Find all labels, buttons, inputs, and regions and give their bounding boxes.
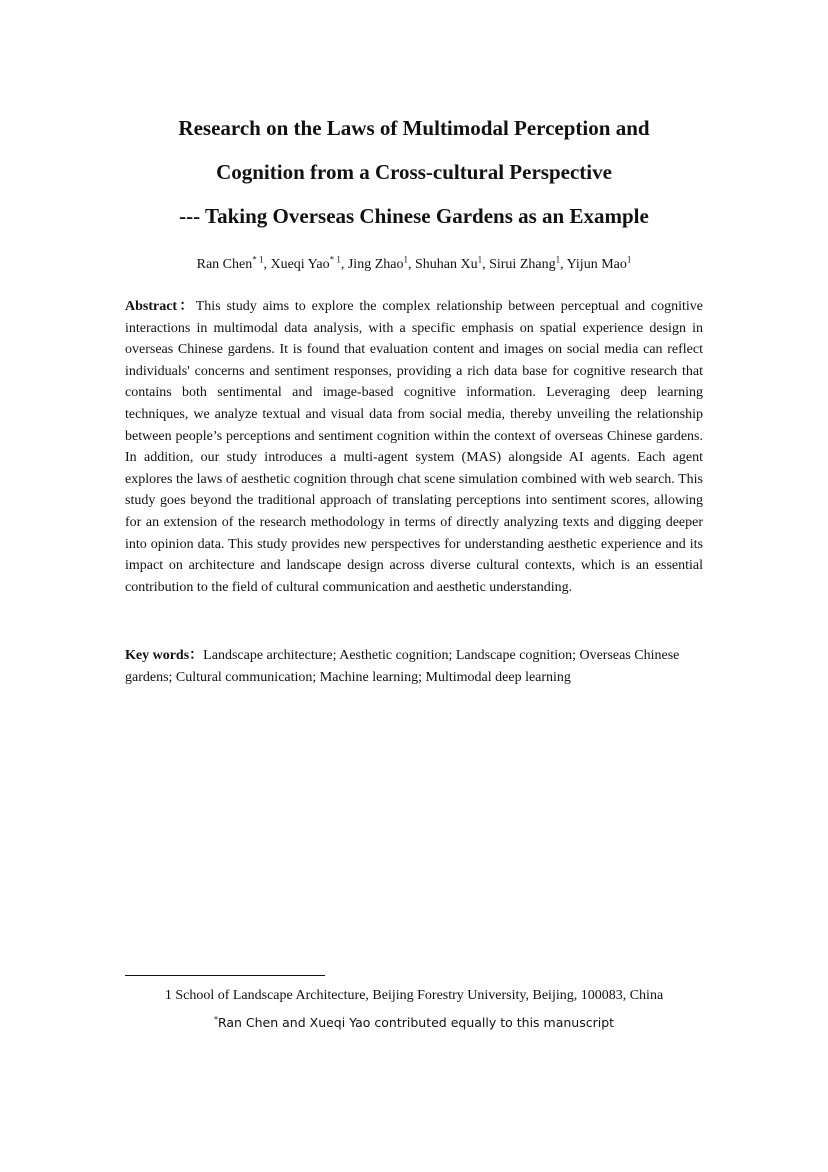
title-line-1: Research on the Laws of Multimodal Perception and <box>178 116 650 140</box>
author-name: Jing Zhao <box>347 257 404 272</box>
author-separator: , <box>407 257 415 272</box>
affiliation-footnote: 1 School of Landscape Architecture, Beijing Forestry University, Beijing, 100083, China <box>164 988 664 1003</box>
equal-contribution-text: Ran Chen and Xueqi Yao contributed equally to this manuscript <box>217 1015 615 1030</box>
author-list <box>80 256 748 274</box>
author-separator: , <box>340 257 348 272</box>
keywords-label: Key words： <box>125 648 204 663</box>
author-name: Sirui Zhang <box>489 257 556 272</box>
title-line-2: Cognition from a Cross-cultural Perspective <box>216 160 612 184</box>
author-name: Yijun Mao <box>566 257 627 272</box>
author-affiliation-mark: * 1 <box>329 254 341 265</box>
equal-contribution-footnote <box>80 1013 748 1033</box>
author-separator: , <box>482 257 490 272</box>
author-name: Ran Chen <box>196 257 253 272</box>
abstract-text: This study aims to explore the complex relationship between perceptual and cognitive interactions in multimodal data analysis, with a specific emphasis on spatial experience design in overseas Chinese gardens. It is found that evaluation content and images on social media can reflect individuals' concerns and sentiment responses, providing a rich data base for cognitive research that contains both sentimental and image-based cognitive information. Leveraging deep learning techniques, we analyze textual and visual data from social media, thereby unveiling the relationship between people’s perceptions and sentiment cognition within the context of overseas Chinese gardens. In addition, our study introduces a multi-agent system (MAS) alongside AI agents. Each agent explores the laws of aesthetic cognition through chat scene simulation combined with web search. This study goes beyond the traditional approach of translating perceptions into sentiment scores, allowing for an extension of the research methodology in terms of directly analyzing texts and digging deeper into opinion data. This study provides new perspectives for understanding aesthetic experience and its impact on architecture and landscape design across diverse cultural contexts, which is an essential contribution to the field of cultural communication and aesthetic understanding. <box>125 299 703 595</box>
author-affiliation-mark: * 1 <box>252 254 264 265</box>
author-affiliation-mark: 1 <box>477 254 483 265</box>
abstract-label: Abstract： <box>125 299 196 314</box>
keywords-paragraph <box>125 645 703 688</box>
equal-contribution-mark: * <box>213 1014 218 1024</box>
author-affiliation-mark: 1 <box>626 254 632 265</box>
keywords-text: Landscape architecture; Aesthetic cognition; Landscape cognition; Overseas Chinese gardens; Cultural communication; Machine learning; Multimodal deep learning <box>125 648 680 685</box>
author-affiliation-mark: 1 <box>403 254 408 265</box>
footnote-divider <box>125 975 325 976</box>
author-separator: , <box>560 257 567 272</box>
author-affiliation-mark: 1 <box>555 254 561 265</box>
author-separator: , <box>263 257 271 272</box>
author-name: Xueqi Yao <box>270 257 330 272</box>
abstract-paragraph <box>125 296 703 598</box>
title-line-3: --- Taking Overseas Chinese Gardens as an Example <box>179 204 649 228</box>
author-name: Shuhan Xu <box>414 257 478 272</box>
paper-title <box>80 106 748 238</box>
